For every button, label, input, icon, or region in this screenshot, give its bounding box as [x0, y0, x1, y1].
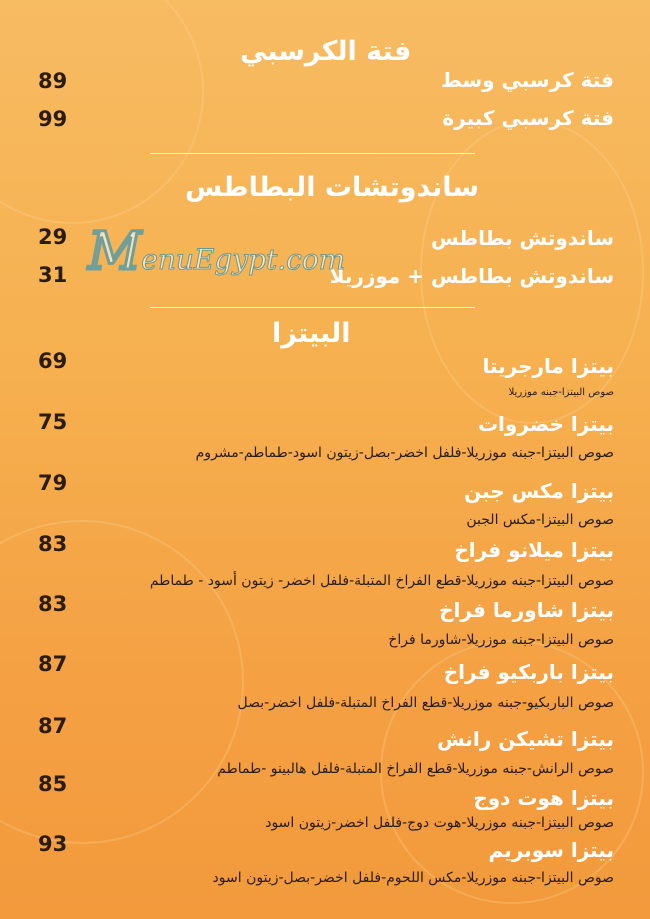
- menu-item-description: صوص الرانش-جبنه موزريلا-قطع الفراخ المتبلة-فلفل هالبينو -طماطم: [217, 761, 614, 777]
- menu-item-price: 29: [38, 225, 68, 249]
- menu-item-price: 75: [38, 410, 68, 434]
- section-title-potato-sandwiches: ساندوتشات البطاطس: [185, 172, 479, 203]
- menu-item-name: بيتزا شاورما فراخ: [439, 598, 614, 622]
- menu-item-name: بيتزا خضروات: [477, 412, 614, 436]
- section-title-fatta-crispy: فتة الكرسبي: [240, 36, 412, 67]
- menu-item-name: ساندوتش بطاطس + موزريلا: [329, 264, 614, 288]
- background-pattern: [0, 0, 204, 224]
- menu-item-description: صوص البيتزا-جبنه موزريلا-قطع الفراخ المتبلة-فلفل اخضر- زيتون أسود - طماطم: [149, 573, 614, 589]
- menu-item-name: بيتزا هوت دوج: [473, 786, 614, 810]
- menu-item-price: 87: [38, 652, 68, 676]
- menu-item-description: صوص البيتزا-مكس الجبن: [466, 512, 614, 528]
- menu-item-description: صوص البيتزا-جبنه موزريلا-مكس اللحوم-فلفل اخضر-بصل-زيتون اسود: [212, 870, 614, 886]
- menu-item-name: بيتزا مارجريتا: [482, 354, 614, 378]
- menu-item-price: 83: [38, 592, 68, 616]
- menu-item-price: 87: [38, 714, 68, 738]
- menu-item-price: 31: [38, 263, 68, 287]
- menu-item-name: بيتزا سوبريم: [488, 838, 614, 862]
- background-pattern: [0, 520, 244, 844]
- menu-item-description: صوص الباربكيو-جبنه موزريلا-قطع الفراخ المتبلة-فلفل اخضر-بصل: [237, 695, 614, 711]
- section-title-pizza: البيتزا: [272, 318, 351, 349]
- menu-item-price: 99: [38, 107, 68, 131]
- menu-item-price: 89: [38, 69, 68, 93]
- menu-item-name: بيتزا تشيكن رانش: [437, 727, 614, 751]
- menu-item-description: صوص البيتزا-جبنه موزريلا-فلفل اخضر-بصل-زيتون اسود-طماطم-مشروم: [195, 445, 614, 461]
- menu-item-description: صوص البيتزا-جبنه موزريلا-شاورما فراخ: [388, 632, 614, 648]
- menu-item-description: صوص البيتزا-جبنه موزريلا-هوت دوج-فلفل اخضر-زيتون اسود: [265, 815, 614, 831]
- menu-item-price: 79: [38, 471, 68, 495]
- menu-item-name: بيتزا مكس جبن: [464, 479, 614, 503]
- menu-item-price: 85: [38, 772, 68, 796]
- menu-item-name: ساندوتش بطاطس: [430, 226, 614, 250]
- menu-item-price: 69: [38, 349, 68, 373]
- menu-item-name: فتة كرسبي وسط: [441, 68, 614, 92]
- menu-item-name: فتة كرسبي كبيرة: [442, 106, 614, 130]
- menu-item-price: 93: [38, 832, 68, 856]
- watermark-logo: MenuEgypt.com: [88, 222, 346, 282]
- menu-item-name: بيتزا باربكيو فراخ: [443, 660, 614, 684]
- section-divider: [150, 153, 475, 154]
- menu-item-name: بيتزا ميلانو فراخ: [454, 538, 614, 562]
- section-divider: [150, 307, 475, 308]
- menu-item-description: صوص البيتزا-جبنه موزريلا: [508, 387, 614, 398]
- menu-item-price: 83: [38, 532, 68, 556]
